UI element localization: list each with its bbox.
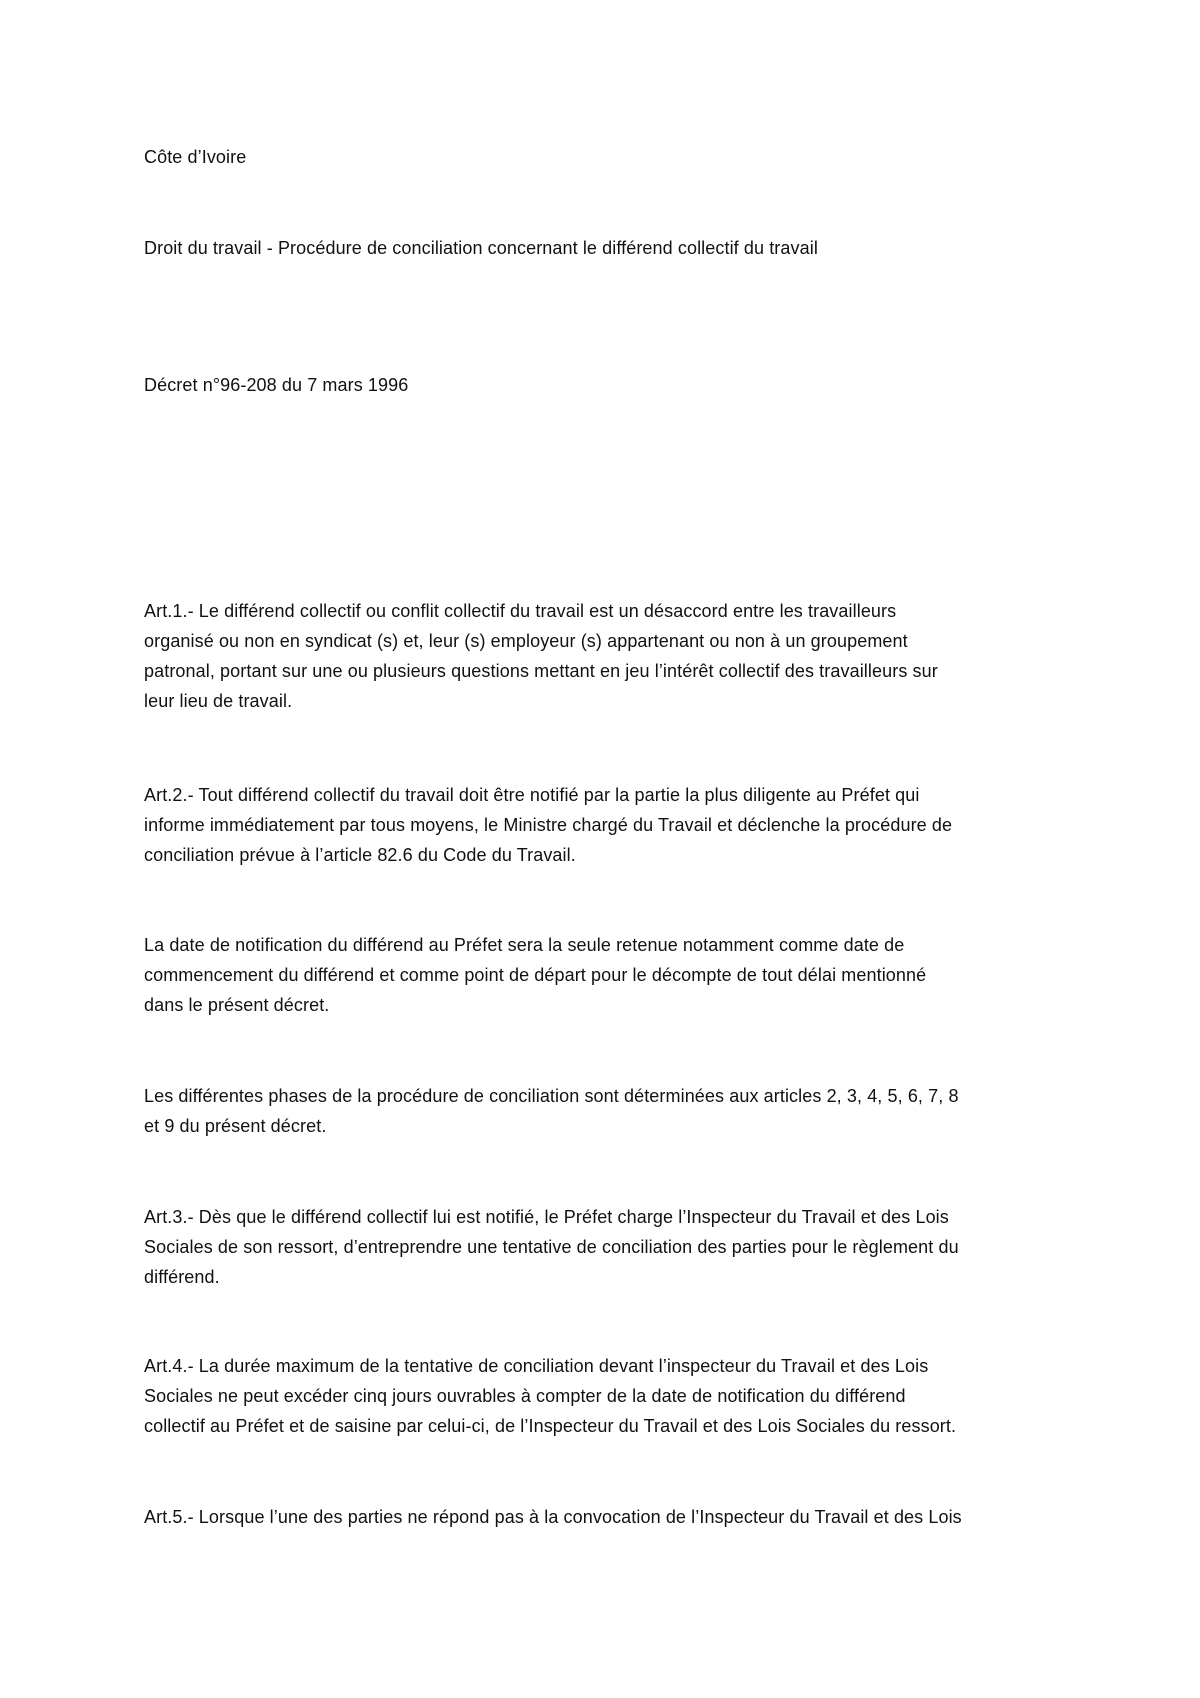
article-2-paragraph bbox=[144, 780, 1064, 870]
paragraph-line: Art.5.- Lorsque l’une des parties ne répond pas à la convocation de l’Inspecteur du Travail et des Lois bbox=[144, 1507, 962, 1527]
document-subject: Droit du travail - Procédure de conciliation concernant le différend collectif du travail bbox=[144, 238, 818, 258]
paragraph-line: dans le présent décret. bbox=[144, 995, 330, 1015]
paragraph-line: La date de notification du différend au Préfet sera la seule retenue notamment comme date de bbox=[144, 935, 905, 955]
paragraph-line: commencement du différend et comme point de départ pour le décompte de tout délai mentionné bbox=[144, 965, 927, 985]
decree-reference: Décret n°96-208 du 7 mars 1996 bbox=[144, 375, 409, 395]
paragraph-line: collectif au Préfet et de saisine par celui-ci, de l’Inspecteur du Travail et des Lois Sociales du ressort. bbox=[144, 1416, 957, 1436]
paragraph-line: leur lieu de travail. bbox=[144, 691, 293, 711]
paragraph-line: Art.3.- Dès que le différend collectif lui est notifié, le Préfet charge l’Inspecteur du Travail et des Lois bbox=[144, 1207, 949, 1227]
paragraph-line: patronal, portant sur une ou plusieurs questions mettant en jeu l’intérêt collectif des travailleurs sur bbox=[144, 661, 938, 681]
paragraph-line: Sociales de son ressort, d’entreprendre une tentative de conciliation des parties pour le règlement du bbox=[144, 1237, 959, 1257]
paragraph-line: différend. bbox=[144, 1267, 220, 1287]
article-3-paragraph bbox=[144, 1202, 1064, 1292]
notification-date-paragraph bbox=[144, 930, 1064, 1020]
paragraph-line: conciliation prévue à l’article 82.6 du Code du Travail. bbox=[144, 845, 576, 865]
article-5-paragraph bbox=[144, 1502, 1064, 1532]
paragraph-line: organisé ou non en syndicat (s) et, leur (s) employeur (s) appartenant ou non à un groupement bbox=[144, 631, 908, 651]
paragraph-line: Les différentes phases de la procédure de conciliation sont déterminées aux articles 2, 3, 4, 5, 6, 7, 8 bbox=[144, 1086, 959, 1106]
paragraph-line: informe immédiatement par tous moyens, le Ministre chargé du Travail et déclenche la procédure de bbox=[144, 815, 953, 835]
article-1-paragraph bbox=[144, 596, 1064, 716]
country-heading: Côte d’Ivoire bbox=[144, 147, 247, 167]
procedure-phases-paragraph bbox=[144, 1081, 1064, 1141]
article-4-paragraph bbox=[144, 1351, 1064, 1441]
paragraph-line: Sociales ne peut excéder cinq jours ouvrables à compter de la date de notification du différend bbox=[144, 1386, 906, 1406]
paragraph-line: et 9 du présent décret. bbox=[144, 1116, 327, 1136]
paragraph-line: Art.2.- Tout différend collectif du travail doit être notifié par la partie la plus diligente au Préfet qui bbox=[144, 785, 920, 805]
paragraph-line: Art.1.- Le différend collectif ou conflit collectif du travail est un désaccord entre les travailleurs bbox=[144, 601, 897, 621]
paragraph-line: Art.4.- La durée maximum de la tentative de conciliation devant l’inspecteur du Travail et des Lois bbox=[144, 1356, 929, 1376]
